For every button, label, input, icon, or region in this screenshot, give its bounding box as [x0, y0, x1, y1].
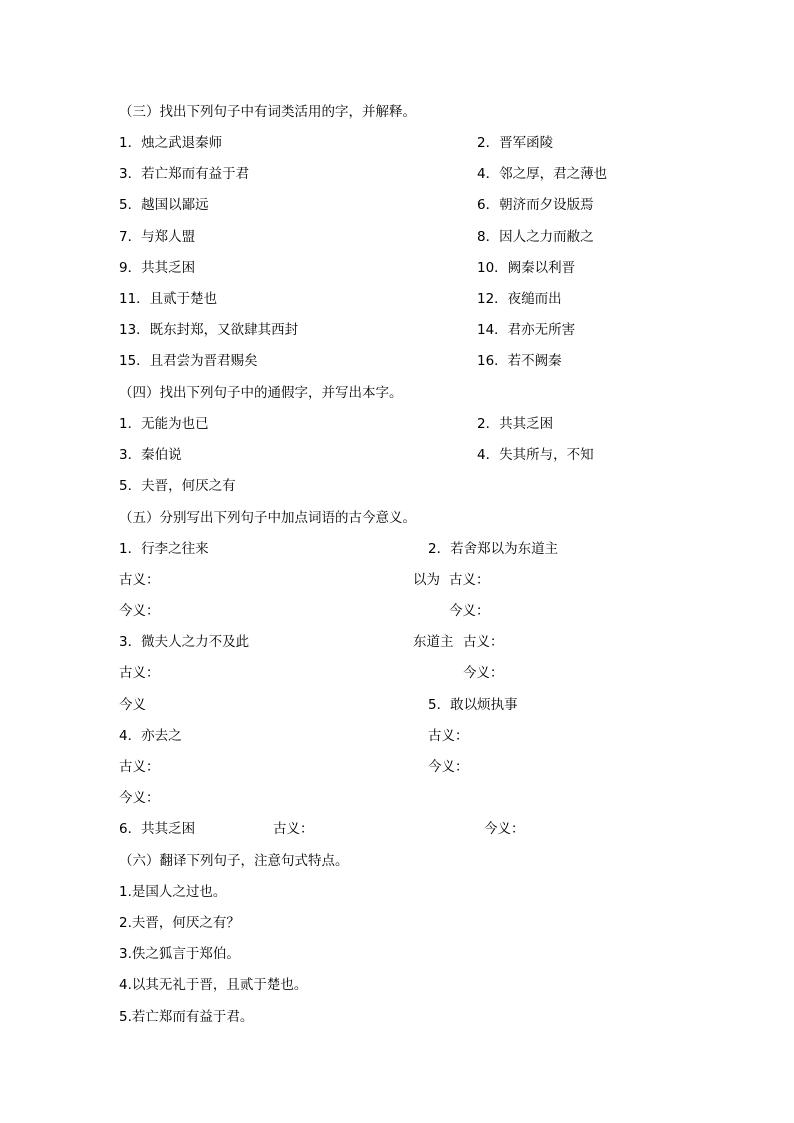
s5-question-6: 6．共其乏困 — [119, 821, 196, 837]
s3-item-1: 1．烛之武退秦师 — [119, 135, 223, 151]
s5-q6-jin-label: 今义： — [484, 821, 525, 837]
s5-q2-gu-label: 古义： — [449, 572, 490, 588]
s5-q2-term-dongdaozhu: 东道主 — [413, 634, 454, 650]
s5-question-4: 4．亦去之 — [119, 728, 182, 744]
s3-item-12: 12．夜缒而出 — [477, 291, 562, 307]
s5-question-1: 1．行李之往来 — [119, 541, 209, 557]
s5-question-3: 3．微夫人之力不及此 — [119, 634, 250, 650]
section6-heading: （六）翻译下列句子，注意句式特点。 — [119, 853, 349, 869]
s5-q4-gu-label: 古义： — [119, 759, 160, 775]
s5-q2-term-yiwei: 以为 — [413, 572, 440, 588]
s3-item-11: 11．且贰于楚也 — [119, 291, 218, 307]
s3-item-9: 9．共其乏困 — [119, 260, 196, 276]
s3-item-3: 3．若亡郑而有益于君 — [119, 166, 250, 182]
s3-item-10: 10．阙秦以利晋 — [477, 260, 576, 276]
s3-item-5: 5．越国以鄙远 — [119, 197, 209, 213]
s5-q2b-jin-label: 今义： — [463, 665, 504, 681]
s4-item-1: 1．无能为也已 — [119, 416, 209, 432]
s5-question-5: 5．敢以烦执事 — [428, 697, 518, 713]
s4-item-5: 5．夫晋，何厌之有 — [119, 478, 236, 494]
s4-item-4: 4．失其所与，不知 — [477, 447, 594, 463]
s3-item-2: 2．晋军函陵 — [477, 135, 554, 151]
section4-heading: （四）找出下列句子中的通假字，并写出本字。 — [119, 385, 403, 401]
s6-item-5: 5.若亡郑而有益于君。 — [119, 1009, 254, 1025]
s3-item-16: 16．若不阙秦 — [477, 353, 562, 369]
s4-item-2: 2．共其乏困 — [477, 416, 554, 432]
s6-item-2: 2.夫晋，何厌之有？ — [119, 915, 240, 931]
s5-q5-gu-label: 古义： — [428, 728, 469, 744]
s5-q6-gu-label: 古义： — [273, 821, 314, 837]
s5-q5-jin-label: 今义： — [428, 759, 469, 775]
s3-item-7: 7．与郑人盟 — [119, 229, 196, 245]
s6-item-1: 1.是国人之过也。 — [119, 884, 227, 900]
s6-item-3: 3.佚之狐言于郑伯。 — [119, 946, 240, 962]
s3-item-6: 6．朝济而夕设版焉 — [477, 197, 594, 213]
s3-item-14: 14．君亦无所害 — [477, 322, 576, 338]
s5-q4-jin-label: 今义： — [119, 790, 160, 806]
s3-item-13: 13．既东封郑，又欲肆其西封 — [119, 322, 299, 338]
s5-q2b-gu-label: 古义： — [463, 634, 504, 650]
s3-item-8: 8．因人之力而敝之 — [477, 229, 594, 245]
s3-item-15: 15．且君尝为晋君赐矣 — [119, 353, 258, 369]
s3-item-4: 4．邻之厚，君之薄也 — [477, 166, 608, 182]
s5-q1-jin-label: 今义： — [119, 603, 160, 619]
section3-heading: （三）找出下列句子中有词类活用的字，并解释。 — [119, 104, 416, 120]
section5-heading: （五）分别写出下列句子中加点词语的古今意义。 — [119, 510, 416, 526]
s5-q2-jin-label: 今义： — [449, 603, 490, 619]
s4-item-3: 3．秦伯说 — [119, 447, 182, 463]
s5-question-2: 2．若舍郑以为东道主 — [428, 541, 559, 557]
s6-item-4: 4.以其无礼于晋，且贰于楚也。 — [119, 977, 308, 993]
s5-q3-gu-label: 古义： — [119, 665, 160, 681]
s5-q3-jin-label: 今义 — [119, 697, 146, 713]
s5-q1-gu-label: 古义： — [119, 572, 160, 588]
